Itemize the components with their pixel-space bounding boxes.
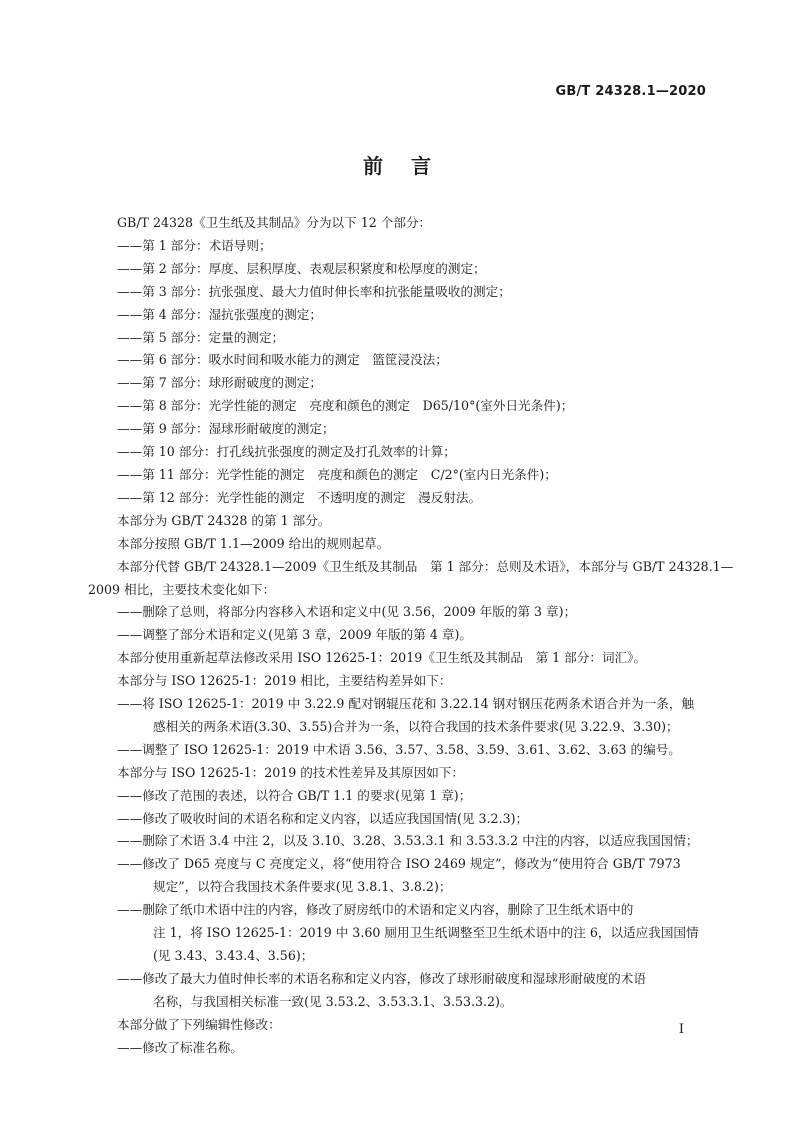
list-item: ——第 3 部分：抗张强度、最大力值时伸长率和抗张能量吸收的测定； [117,283,511,299]
list-item-continuation: (见 3.43、3.43.4、3.56)； [153,948,314,963]
list-item-continuation: 规定”，以符合我国技术条件要求(见 3.8.1、3.8.2)； [153,879,452,895]
paragraph: 本部分使用重新起草法修改采用 ISO 12625-1：2019《卫生纸及其制品 第 1 部分：词汇》。 [117,650,647,666]
paragraph: 本部分为 GB/T 24328 的第 1 部分。 [117,512,331,528]
list-item [88,693,708,739]
list-item-line: ——删除了纸巾术语中注的内容，修改了厨房纸巾的术语和定义内容，删除了卫生纸术语中的 [117,902,634,918]
list-item: ——第 10 部分：打孔线抗张强度的测定及打孔效率的计算； [117,444,456,460]
list-item-continuation: 名称，与我国相关标准一致(见 3.53.2、3.53.3.1、3.53.3.2)。 [153,993,513,1009]
list-item: ——修改了吸收时间的术语名称和定义内容，以适应我国国情(见 3.2.3)； [117,810,529,826]
list-item: ——第 4 部分：湿抗张强度的测定； [117,306,322,322]
paragraph: GB/T 24328《卫生纸及其制品》分为以下 12 个部分： [117,215,432,230]
paragraph: 本部分与 ISO 12625-1：2019 的技术性差异及其原因如下： [117,764,465,780]
list-item: ——删除了术语 3.4 中注 2，以及 3.10、3.28、3.53.3.1 和 3.53.3.2 中注的内容，以适应我国国情； [117,833,699,849]
list-item [88,899,708,968]
list-item: ——第 2 部分：厚度、层积厚度、表观层积紧度和松厚度的测定； [117,260,486,276]
paragraph: 本部分按照 GB/T 1.1—2009 给出的规则起草。 [117,535,390,551]
list-item: ——第 8 部分：光学性能的测定 亮度和颜色的测定 D65/10°(室外日光条件)； [117,398,574,414]
page-title: 前言 [363,154,459,178]
list-item [88,968,708,1014]
list-item: ——修改了标准名称。 [117,1039,243,1055]
list-item: ——第 5 部分：定量的测定； [117,329,285,345]
standard-number: GB/T 24328.1—2020 [555,84,706,99]
list-item [88,853,708,899]
list-item: ——第 1 部分：术语导则； [117,237,272,253]
paragraph: 本部分与 ISO 12625-1：2019 相比，主要结构差异如下： [117,673,452,689]
list-item-line: ——将 ISO 12625-1：2019 中 3.22.9 配对钢辊压花和 3.22.14 钢对钢压花两条术语合并为一条，触 [117,696,695,712]
list-item: ——调整了部分术语和定义(见第 3 章，2009 年版的第 4 章)。 [117,627,472,643]
list-item-continuation: 感相关的两条术语(3.30、3.55)合并为一条，以符合我国的技术条件要求(见 3.22.9、3.30)； [153,718,679,734]
list-item: ——调整了 ISO 12625-1：2019 中术语 3.56、3.57、3.58、3.59、3.61、3.62、3.63 的编号。 [117,741,681,757]
list-item-line: ——修改了最大力值时伸长率的术语名称和定义内容，修改了球形耐破度和湿球形耐破度的术语 [117,970,646,986]
page-number: I [678,1022,684,1037]
list-item: ——删除了总则，将部分内容移入术语和定义中(见 3.56，2009 年版的第 3 章)； [117,604,577,620]
list-item-line: ——修改了 D65 亮度与 C 亮度定义，将“使用符合 ISO 2469 规定”，修改为“使用符合 GB/T 7973 [117,856,681,872]
list-item: ——第 12 部分：光学性能的测定 不透明度的测定 漫反射法。 [117,489,482,505]
list-item: ——第 9 部分：湿球形耐破度的测定； [117,421,335,437]
paragraph-continuation: 2009 相比，主要技术变化如下： [88,581,276,597]
paragraph: 本部分做了下列编辑性修改： [117,1016,281,1032]
list-item: ——第 6 部分：吸水时间和吸水能力的测定 篮筐浸没法； [117,352,448,368]
list-item-continuation: 注 1，将 ISO 12625-1：2019 中 3.60 厕用卫生纸调整至卫生纸术语中的注 6，以适应我国国情 [153,925,699,941]
foreword-body [88,212,734,1060]
paragraph: 本部分代替 GB/T 24328.1—2009《卫生纸及其制品 第 1 部分：总则及术语》，本部分与 GB/T 24328.1— [117,558,734,574]
list-item: ——第 11 部分：光学性能的测定 亮度和颜色的测定 C/2°(室内日光条件)； [117,466,557,482]
list-item: ——第 7 部分：球形耐破度的测定； [117,375,322,391]
list-item: ——修改了范围的表述，以符合 GB/T 1.1 的要求(见第 1 章)； [117,787,472,803]
